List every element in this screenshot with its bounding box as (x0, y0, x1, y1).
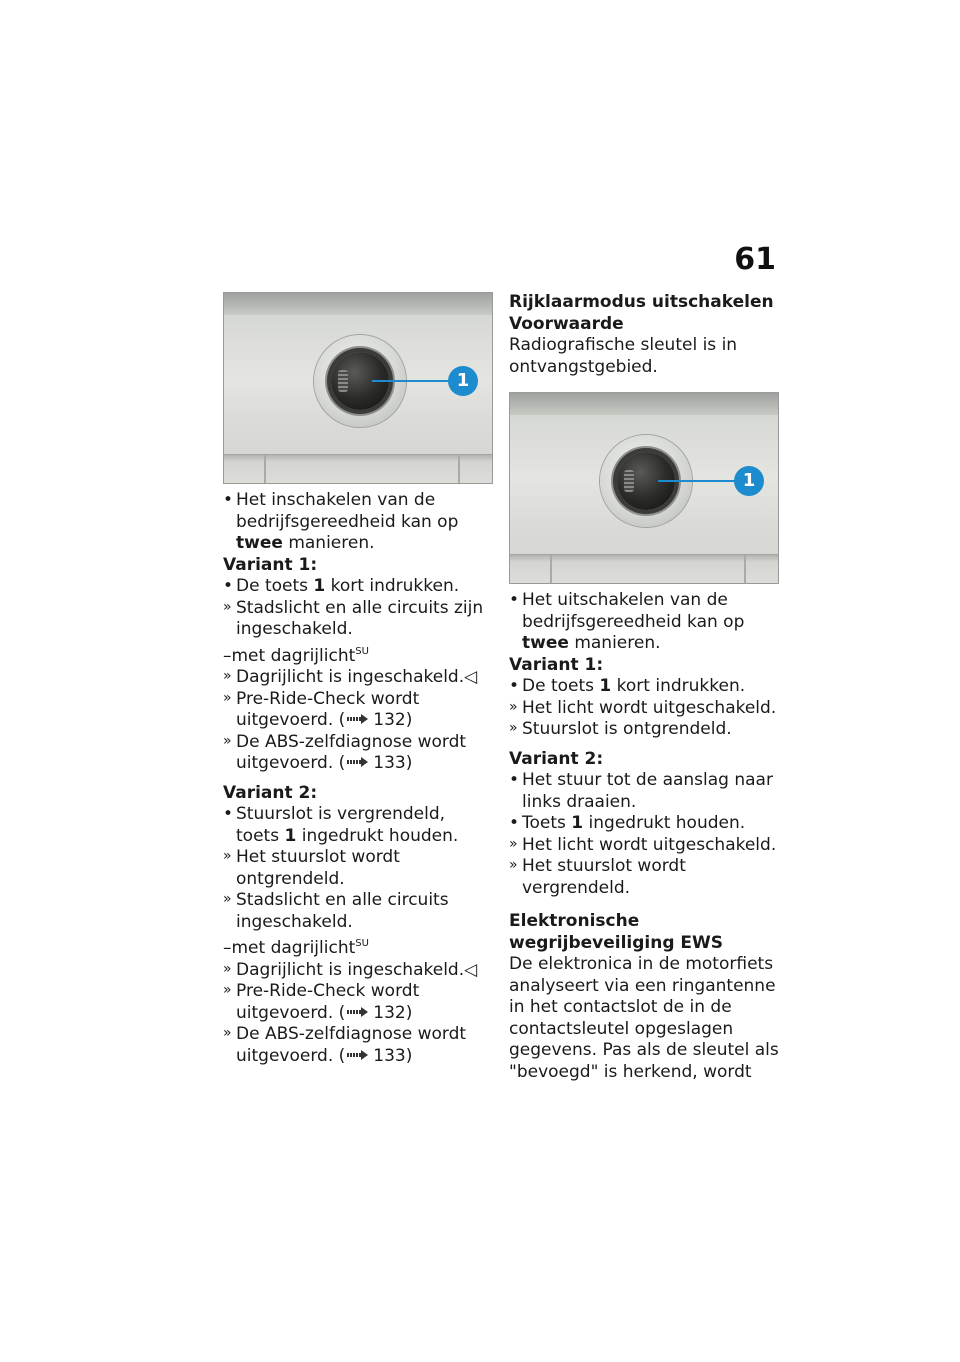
callout-leader-line (658, 480, 742, 482)
result-item: » Dagrijlicht is ingeschakeld.◁ (223, 667, 495, 689)
list-item: • De toets 1 kort indrukken. (223, 576, 495, 598)
list-item: • Toets 1 ingedrukt houden. (509, 813, 781, 835)
page-reference[interactable]: 132) (373, 710, 413, 730)
callout-badge: 1 (734, 466, 764, 496)
page-reference[interactable]: 133) (373, 1045, 413, 1066)
page-reference[interactable]: 132) (373, 1002, 413, 1023)
condition-item: –met dagrijlicht$^{SU}$ (223, 938, 369, 958)
section-heading: Elektronische wegrijbeveiliging EWS (509, 911, 724, 953)
page-number: 61 (734, 242, 776, 277)
left-column (223, 292, 495, 1067)
list-item: • Het stuur tot de aanslag naar links draaien. (509, 770, 781, 813)
callout-badge: 1 (448, 366, 478, 396)
variant-heading: Variant 2: (509, 748, 604, 769)
page-reference-arrow-icon (347, 1050, 369, 1060)
result-item: » De ABS-zelfdiagnose wordt uitgevoerd. ( 133) (223, 732, 495, 775)
list-item: • Het uitschakelen van de bedrijfsgereedheid kan op twee manieren. (509, 590, 781, 655)
result-item: » Dagrijlicht is ingeschakeld.◁ (223, 960, 495, 982)
variant-heading: Variant 1: (223, 554, 318, 575)
result-item: » Stuurslot is ontgrendeld. (509, 719, 781, 741)
body-paragraph: De elektronica in de motorfiets analyseert via een ringantenne in het contactslot de in de contactsleutel opgeslagen gegevens. Pas als de sleutel als "bevoegd" is herkend, wordt (509, 954, 779, 1082)
section-heading: Rijklaarmodus uitschakelen (509, 292, 774, 312)
result-item: » De ABS-zelfdiagnose wordt uitgevoerd. ( 133) (223, 1024, 495, 1067)
ignition-button-figure (509, 392, 779, 584)
page-reference[interactable]: 133) (373, 753, 413, 773)
right-column (509, 292, 781, 1083)
result-item: » Het stuurslot wordt vergrendeld. (509, 856, 781, 899)
result-item: » Pre-Ride-Check wordt uitgevoerd. ( 132) (223, 689, 495, 732)
list-item: • De toets 1 kort indrukken. (509, 676, 781, 698)
result-item: » Pre-Ride-Check wordt uitgevoerd. ( 132) (223, 981, 495, 1024)
page-reference-arrow-icon (347, 757, 369, 767)
page-reference-arrow-icon (347, 1007, 369, 1017)
list-item: • Stuurslot is vergrendeld, toets 1 ingedrukt houden. (223, 804, 495, 847)
callout-leader-line (372, 380, 456, 382)
subsection-heading: Voorwaarde (509, 313, 624, 334)
ignition-button-figure (223, 292, 493, 484)
result-item: » Het licht wordt uitgeschakeld. (509, 835, 781, 857)
result-item: » Stadslicht en alle circuits zijn ingeschakeld. (223, 598, 495, 641)
result-item: » Het stuurslot wordt ontgrendeld. (223, 847, 495, 890)
condition-text: Radiografische sleutel is in ontvangstgebied. (509, 335, 738, 377)
page-reference-arrow-icon (347, 714, 369, 724)
condition-item: –met dagrijlicht$^{SU}$ (223, 645, 369, 666)
result-item: » Stadslicht en alle circuits ingeschakeld. (223, 890, 495, 933)
variant-heading: Variant 1: (509, 654, 604, 675)
list-item: • Het inschakelen van de bedrijfsgereedheid kan op twee manieren. (223, 490, 495, 555)
variant-heading: Variant 2: (223, 782, 318, 803)
result-item: » Het licht wordt uitgeschakeld. (509, 698, 781, 720)
